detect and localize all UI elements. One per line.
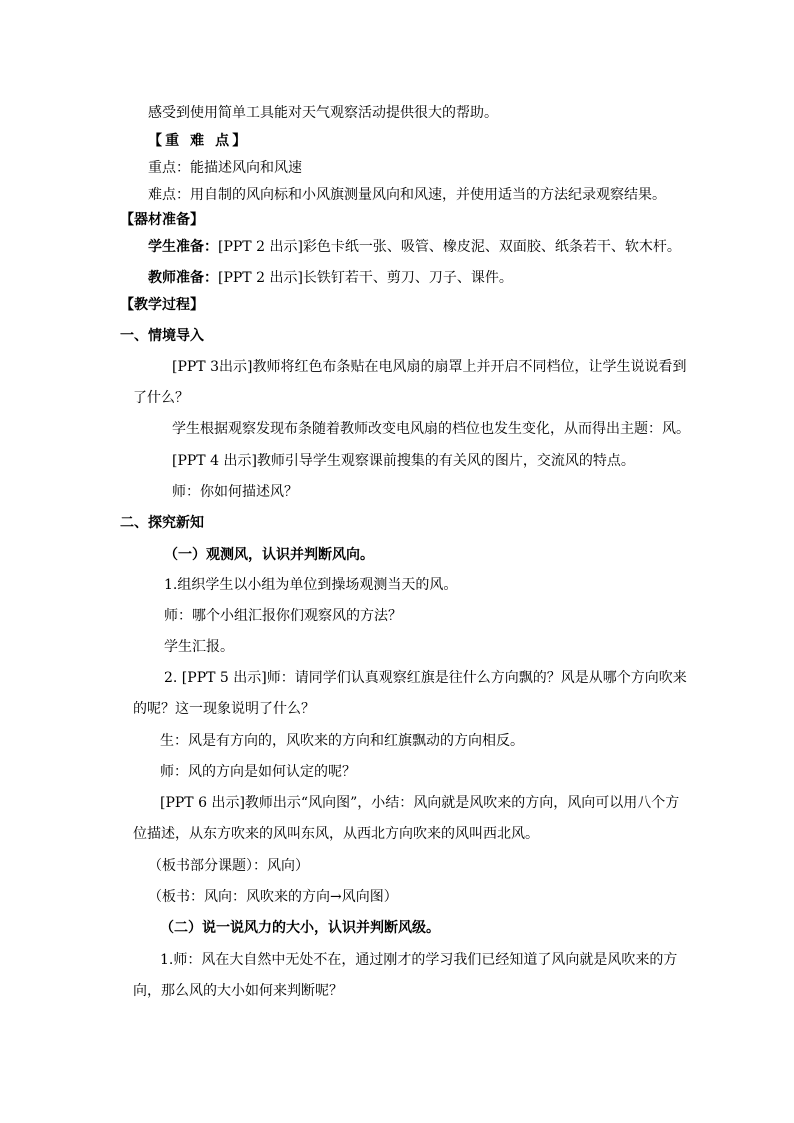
- text-line: 重点：能描述风向和风速: [148, 160, 302, 176]
- section-heading-teaching-process: 【教学过程】: [120, 297, 204, 313]
- subsection-heading-wind-force: （二）说一说风力的大小，认识并判断风级。: [160, 920, 440, 936]
- text-line: [PPT 3出示]教师将红色布条贴在电风扇的扇罩上并开启不同档位，让学生说说看到: [172, 359, 687, 375]
- text-line: 感受到使用简单工具能对天气观察活动提供很大的帮助。: [148, 105, 498, 121]
- text-line: [PPT 6 出示]教师出示“风向图”，小结：风向就是风吹来的方向，风向可以用八个方: [160, 795, 680, 811]
- text-line: 的呢？这一现象说明了什么？: [133, 701, 315, 717]
- subsection-heading-wind-direction: （一）观测风，认识并判断风向。: [164, 547, 374, 563]
- text-line: 师：哪个小组汇报你们观察风的方法？: [164, 608, 402, 624]
- text-line: 难点：用自制的风向标和小风旗测量风向和风速，并使用适当的方法纪录观察结果。: [148, 187, 666, 203]
- text-line: 1.师：风在大自然中无处不在，通过刚才的学习我们已经知道了风向就是风吹来的方: [160, 952, 678, 968]
- section-heading-explore: 二、探究新知: [120, 515, 204, 531]
- text-line: 2. [PPT 5 出示]师：请同学们认真观察红旗是往什么方向飘的？风是从哪个方向吹来: [164, 670, 687, 686]
- text-line: （板书部分课题）：风向）: [148, 858, 309, 874]
- section-heading-key-points: 【重 难 点】: [148, 133, 250, 149]
- teacher-prep-items: [PPT 2 出示]长铁钉若干、剪刀、刀子、课件。: [218, 270, 513, 286]
- student-prep-items: [PPT 2 出示]彩色卡纸一张、吸管、橡皮泥、双面胶、纸条若干、软木杆。: [218, 239, 681, 255]
- text-line: 生：风是有方向的，风吹来的方向和红旗飘动的方向相反。: [160, 733, 524, 749]
- text-line: [PPT 4 出示]教师引导学生观察课前搜集的有关风的图片，交流风的特点。: [172, 453, 635, 469]
- text-line: 师：风的方向是如何认定的呢？: [160, 764, 356, 780]
- text-line: 向，那么风的大小如何来判断呢？: [133, 983, 343, 999]
- label-student-prep: 学生准备：: [148, 239, 218, 255]
- text-line: 学生汇报。: [164, 639, 234, 655]
- text-line: 师：你如何描述风？: [172, 484, 298, 500]
- text-line: [148, 268, 513, 288]
- label-teacher-prep: 教师准备：: [148, 270, 218, 286]
- text-line: 学生根据观察发现布条随着教师改变电风扇的档位也发生变化，从而得出主题：风。: [172, 421, 690, 437]
- text-line: （板书：风向：风吹来的方向→风向图）: [148, 889, 398, 905]
- text-line: 了什么？: [133, 390, 189, 406]
- section-heading-intro: 一、情境导入: [120, 328, 204, 344]
- text-line: 位描述，从东方吹来的风叫东风，从西北方向吹来的风叫西北风。: [133, 826, 539, 842]
- text-line: 1.组织学生以小组为单位到操场观测当天的风。: [164, 577, 458, 593]
- text-line: [148, 237, 681, 257]
- section-heading-materials: 【器材准备】: [120, 212, 204, 228]
